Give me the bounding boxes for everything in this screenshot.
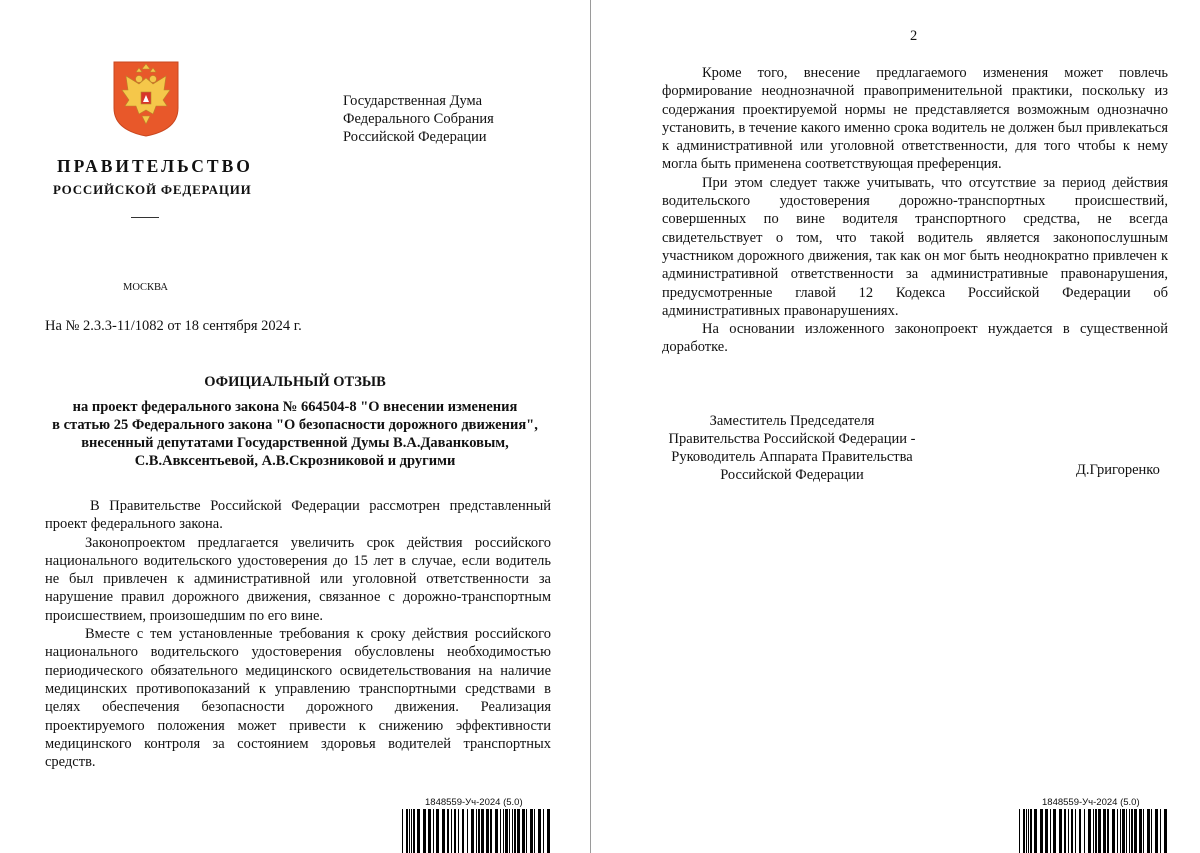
barcode-bar (495, 809, 498, 853)
paragraph: При этом следует также учитывать, что отсутствие за период действия водительского удостоверения дорожно-транспортных происшествий, совершенных по вине водителя транспортного средства, не всегда свидетельствует о том, что такой водитель является законопослушным участником дорожного движения, так как он мог быть неоднократно привлечен к административной ответственности за административные правонарушения, предусмотренные главой 12 Кодекса Российской Федерации об административных правонарушениях. (662, 174, 1168, 319)
barcode-bar (514, 809, 516, 853)
addressee-line: Государственная Дума (343, 93, 483, 109)
barcode-bar (1045, 809, 1048, 853)
barcode (402, 809, 550, 853)
subtitle-line: на проект федерального закона № 664504-8 "О внесении изменения (72, 399, 518, 415)
barcode-bar (1088, 809, 1091, 853)
addressee (343, 92, 494, 146)
barcode-bar (1071, 809, 1073, 853)
barcode-bar (402, 809, 403, 853)
barcode-bar (471, 809, 474, 853)
barcode-label: 1848559-Уч-2024 (5.0) (1042, 797, 1140, 808)
barcode-bar (1040, 809, 1043, 853)
paragraph: Законопроектом предлагается увеличить срок действия российского национального водительского удостоверения до 15 лет в случае, если водитель не был привлечен к административной или уголовной ответственности за нарушение правил дорожного движения, связанное с дорожно-транспортным происшествием, произошедшим по его вине. (45, 534, 551, 624)
subtitle-line: внесенный депутатами Государственной Думы В.А.Даванковым, (81, 435, 509, 451)
barcode-bar (1095, 809, 1097, 853)
barcode-bar (411, 809, 412, 853)
coat-of-arms-icon (112, 60, 180, 138)
page-number: 2 (910, 28, 918, 44)
document-page-1 (0, 0, 590, 853)
barcode-bar (1084, 809, 1085, 853)
government-name: ПРАВИТЕЛЬСТВО (57, 156, 253, 176)
addressee-line: Федерального Собрания (343, 111, 494, 127)
barcode-bar (436, 809, 439, 853)
barcode-bar (451, 809, 452, 853)
barcode-bar (428, 809, 431, 853)
paragraph: В Правительстве Российской Федерации рассмотрен представленный проект федерального закона. (45, 498, 551, 533)
barcode-bar (1139, 809, 1142, 853)
barcode-bar (490, 809, 492, 853)
barcode-bar (534, 809, 535, 853)
barcode-bar (1143, 809, 1144, 853)
barcode-bar (1064, 809, 1066, 853)
barcode-bar (1075, 809, 1076, 853)
barcode-bar (500, 809, 501, 853)
barcode-bar (512, 809, 513, 853)
government-name-sub: РОССИЙСКОЙ ФЕДЕРАЦИИ (53, 182, 252, 197)
body-text (45, 497, 551, 771)
city: МОСКВА (123, 282, 168, 293)
barcode-bar (1129, 809, 1130, 853)
barcode-bar (1068, 809, 1069, 853)
barcode-bar (509, 809, 510, 853)
signatory-line: Руководитель Аппарата Правительства (671, 449, 913, 465)
document-title: ОФИЦИАЛЬНЫЙ ОТЗЫВ (204, 374, 386, 390)
body-text-page-2 (662, 64, 1168, 357)
barcode-bar (517, 809, 520, 853)
paragraph: Кроме того, внесение предлагаемого изменения может повлечь формирование неоднозначной правоприменительной практики, поскольку из содержания проектируемой нормы не представляется возможным однозначно установить, в течение какого именно срока водитель не должен был привлекаться к административной или уголовной ответственности, для того чтобы к нему могла быть применена соответствующая преференция. (662, 65, 1168, 173)
barcode-bar (1019, 809, 1020, 853)
barcode-bar (547, 809, 550, 853)
barcode-bar (458, 809, 459, 853)
barcode-bar (413, 809, 415, 853)
signatory-name: Д.Григоренко (1076, 462, 1160, 478)
barcode-bar (1160, 809, 1161, 853)
barcode-bar (478, 809, 480, 853)
barcode-bar (1134, 809, 1137, 853)
barcode-bar (1131, 809, 1133, 853)
barcode-bar (462, 809, 464, 853)
barcode-bar (1120, 809, 1121, 853)
barcode-bar (454, 809, 456, 853)
barcode-bar (522, 809, 525, 853)
addressee-line: Российской Федерации (343, 129, 487, 145)
barcode-bar (1026, 809, 1027, 853)
paragraph: Вместе с тем установленные требования к сроку действия российского национального водительского удостоверения обусловлены необходимостью периодического обязательного медицинского освидетельствования на наличие медицинских противопоказаний к управлению транспортными средствами в целях обеспечения безопасности дорожного движения. Реализация проектируемого положения может привести к снижению эффективности медицинского контроля за состоянием здоровья водителей транспортных средств. (45, 626, 551, 771)
signatory-line: Правительства Российской Федерации - (668, 431, 916, 447)
barcode-bar (505, 809, 508, 853)
barcode-bar (1151, 809, 1152, 853)
barcode-bar (486, 809, 489, 853)
header-divider (131, 217, 159, 218)
barcode-bar (1122, 809, 1125, 853)
barcode-bar (1053, 809, 1056, 853)
barcode-bar (1079, 809, 1081, 853)
barcode-bar (1034, 809, 1037, 853)
barcode-bar (526, 809, 527, 853)
barcode-bar (538, 809, 541, 853)
barcode-bar (1164, 809, 1167, 853)
barcode-bar (1028, 809, 1029, 853)
signatory-line: Заместитель Председателя (709, 413, 875, 429)
barcode-bar (442, 809, 445, 853)
document-subtitle (35, 398, 555, 470)
barcode-bar (503, 809, 504, 853)
barcode-bar (543, 809, 544, 853)
barcode-bar (476, 809, 477, 853)
paragraph: На основании изложенного законопроект нуждается в существенной доработке. (662, 321, 1168, 356)
subtitle-line: С.В.Авксентьевой, А.В.Скрозниковой и другими (134, 453, 456, 469)
barcode-bar (1107, 809, 1109, 853)
barcode-bar (1112, 809, 1115, 853)
barcode-bar (530, 809, 533, 853)
barcode-bar (406, 809, 408, 853)
barcode (1019, 809, 1167, 853)
barcode-bar (1093, 809, 1094, 853)
barcode-bar (467, 809, 468, 853)
barcode-bar (417, 809, 420, 853)
signatory-line: Российской Федерации (720, 467, 864, 483)
barcode-bar (1059, 809, 1062, 853)
barcode-bar (433, 809, 434, 853)
barcode-bar (1147, 809, 1150, 853)
signatory-title (662, 412, 922, 484)
page-separator (590, 0, 591, 853)
barcode-bar (481, 809, 484, 853)
barcode-bar (1103, 809, 1106, 853)
subtitle-line: в статью 25 Федерального закона "О безопасности дорожного движения", (52, 417, 538, 433)
barcode-bar (1117, 809, 1118, 853)
barcode-label: 1848559-Уч-2024 (5.0) (425, 797, 523, 808)
barcode-bar (1050, 809, 1051, 853)
barcode-bar (1126, 809, 1127, 853)
barcode-bar (1023, 809, 1025, 853)
barcode-bar (447, 809, 449, 853)
barcode-bar (1155, 809, 1158, 853)
barcode-bar (1098, 809, 1101, 853)
barcode-bar (1030, 809, 1032, 853)
reference-number: На № 2.3.3-11/1082 от 18 сентября 2024 г. (45, 318, 302, 334)
barcode-bar (409, 809, 410, 853)
barcode-bar (423, 809, 426, 853)
